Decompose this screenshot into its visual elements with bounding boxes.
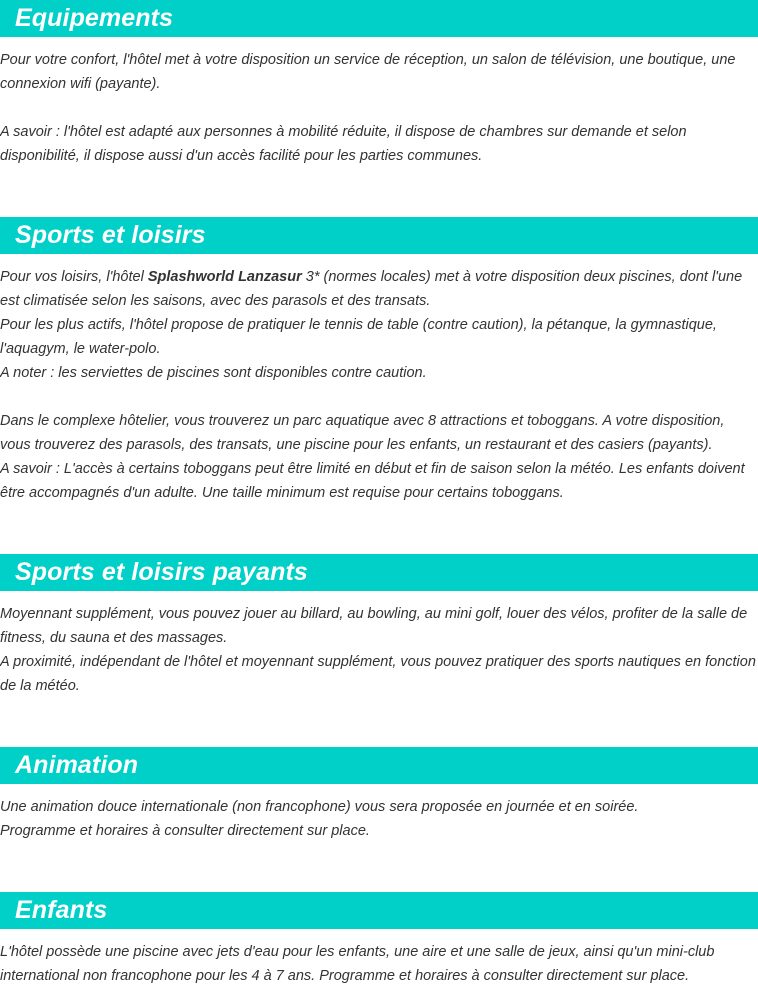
paragraph: Pour les plus actifs, l'hôtel propose de pratiquer le tennis de table (contre caution), la pétanque, la gymnastique, l'aquagym, le water-polo. [0,317,717,357]
section-body-animation [0,795,758,843]
section-equipements [0,0,758,168]
hotel-name: Splashworld Lanzasur [147,269,302,285]
section-body-equipements [0,48,758,168]
section-animation [0,747,758,843]
paragraph: Moyennant supplément, vous pouvez jouer au billard, au bowling, au mini golf, louer des vélos, profiter de la salle de fitness, du sauna et des massages. [0,606,748,646]
section-header-sports-payants [0,554,758,591]
paragraph: Dans le complexe hôtelier, vous trouverez un parc aquatique avec 8 attractions et toboggans. A votre disposition, vous trouverez des parasols, des transats, une piscine pour les enfants, un restaurant et des casiers (payants). [0,413,725,453]
text: 3* (normes locales) met à votre disposition deux piscines, dont l'une est climatisée selon les saisons, avec des parasols et des transats. [0,269,743,309]
paragraph: A savoir : l'hôtel est adapté aux personnes à mobilité réduite, il dispose de chambres sur demande et selon disponibilité, il dispose aussi d'un accès facilité pour les parties communes. [0,124,687,164]
section-enfants [0,892,758,988]
paragraph: Pour votre confort, l'hôtel met à votre disposition un service de réception, un salon de télévision, une boutique, une connexion wifi (payante). [0,52,736,92]
section-title: Sports et loisirs payants [15,558,308,586]
paragraph: A proximité, indépendant de l'hôtel et moyennant supplément, vous pouvez pratiquer des sports nautiques en fonction de la météo. [0,654,756,694]
section-body-sports [0,265,758,505]
paragraph: A noter : les serviettes de piscines sont disponibles contre caution. [0,365,427,381]
section-sports-et-loisirs [0,217,758,505]
section-body-sports-payants [0,602,758,698]
section-body-enfants [0,940,758,988]
section-header-animation [0,747,758,784]
section-title: Equipements [15,4,174,32]
section-title: Sports et loisirs [15,221,206,249]
section-sports-et-loisirs-payants [0,554,758,698]
section-header-sports [0,217,758,254]
paragraph [0,265,758,313]
section-title: Animation [15,751,139,779]
section-title: Enfants [15,896,108,924]
section-header-enfants [0,892,758,929]
paragraph: L'hôtel possède une piscine avec jets d'eau pour les enfants, une aire et une salle de jeux, ainsi qu'un mini-club international non francophone pour les 4 à 7 ans. Programme et horaires à consulter directement sur place. [0,944,715,984]
section-header-equipements [0,0,758,37]
text: Pour vos loisirs, l'hôtel [0,269,148,285]
paragraph: Une animation douce internationale (non francophone) vous sera proposée en journée et en soirée. [0,799,639,815]
paragraph: A savoir : L'accès à certains toboggans peut être limité en début et fin de saison selon la météo. Les enfants doivent être accompagnés d'un adulte. Une taille minimum est requise pour certains toboggans. [0,461,745,501]
paragraph: Programme et horaires à consulter directement sur place. [0,823,370,839]
